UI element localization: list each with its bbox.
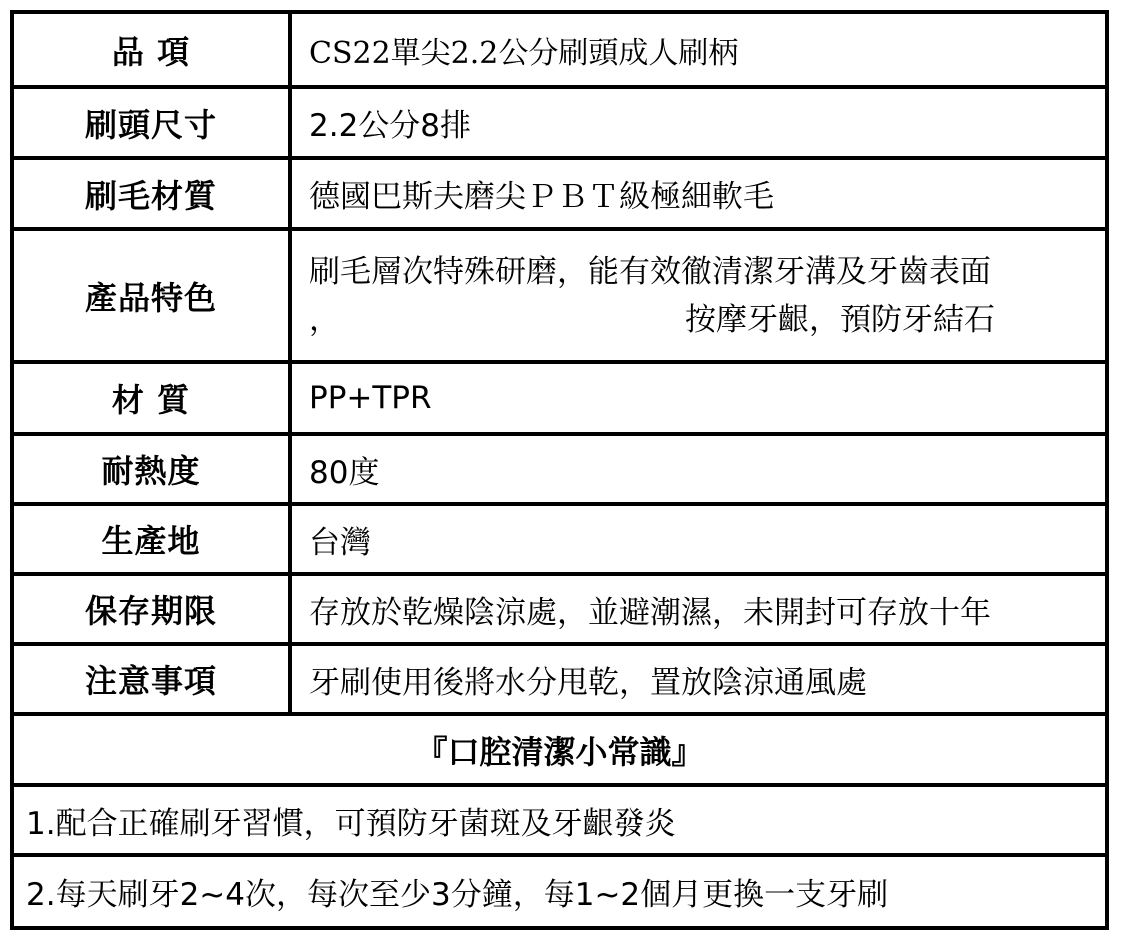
oral-care-tip-row xyxy=(14,787,1105,857)
features-comma: ， xyxy=(309,301,340,338)
value-bristle-material: 德國巴斯夫磨尖ＰＢＴ級極細軟毛 xyxy=(309,179,774,215)
oral-care-tip-1: 1.配合正確刷牙習慣，可預防牙菌斑及牙齦發炎 xyxy=(26,805,676,842)
value-features xyxy=(292,231,1105,360)
spec-row-head-size xyxy=(14,89,1105,160)
label-notes: 注意事項 xyxy=(14,646,292,712)
value-shelf-life: 存放於乾燥陰涼處，並避潮濕，未開封可存放十年 xyxy=(309,594,991,631)
value-origin: 台灣 xyxy=(309,524,371,561)
label-bristle-material: 刷毛材質 xyxy=(14,160,292,227)
features-line-2-text: 按摩牙齦，預防牙結石 xyxy=(685,301,995,338)
spec-row-notes xyxy=(14,646,1105,716)
spec-row-item xyxy=(14,14,1105,89)
value-head-size: 2.2公分8排 xyxy=(309,108,472,144)
features-line-1: 刷毛層次特殊研磨，能有效徹清潔牙溝及牙齒表面 xyxy=(309,253,991,290)
spec-row-heat-resistance xyxy=(14,436,1105,506)
value-notes: 牙刷使用後將水分甩乾，置放陰涼通風處 xyxy=(309,664,867,701)
value-material: PP+TPR xyxy=(309,380,432,416)
value-heat-resistance: 80度 xyxy=(309,454,380,491)
spec-row-bristle-material xyxy=(14,160,1105,231)
label-origin: 生產地 xyxy=(14,506,292,572)
spec-row-material xyxy=(14,364,1105,436)
spec-row-shelf-life xyxy=(14,576,1105,646)
product-spec-sheet xyxy=(10,10,1109,930)
label-head-size: 刷頭尺寸 xyxy=(14,89,292,156)
label-features: 產品特色 xyxy=(14,231,292,360)
spec-row-features xyxy=(14,231,1105,364)
label-shelf-life: 保存期限 xyxy=(14,576,292,642)
spec-row-origin xyxy=(14,506,1105,576)
oral-care-heading-row xyxy=(14,716,1105,787)
features-line-2 xyxy=(309,296,1105,344)
label-item: 品 項 xyxy=(14,14,292,85)
label-material: 材 質 xyxy=(14,364,292,432)
oral-care-heading: 『口腔清潔小常識』 xyxy=(415,732,704,771)
label-heat-resistance: 耐熱度 xyxy=(14,436,292,502)
value-item: CS22單尖2.2公分刷頭成人刷柄 xyxy=(309,35,739,71)
oral-care-tip-2: 2.每天刷牙2~4次，每次至少3分鐘，每1~2個月更換一支牙刷 xyxy=(26,877,889,913)
oral-care-tip-row xyxy=(14,857,1105,926)
